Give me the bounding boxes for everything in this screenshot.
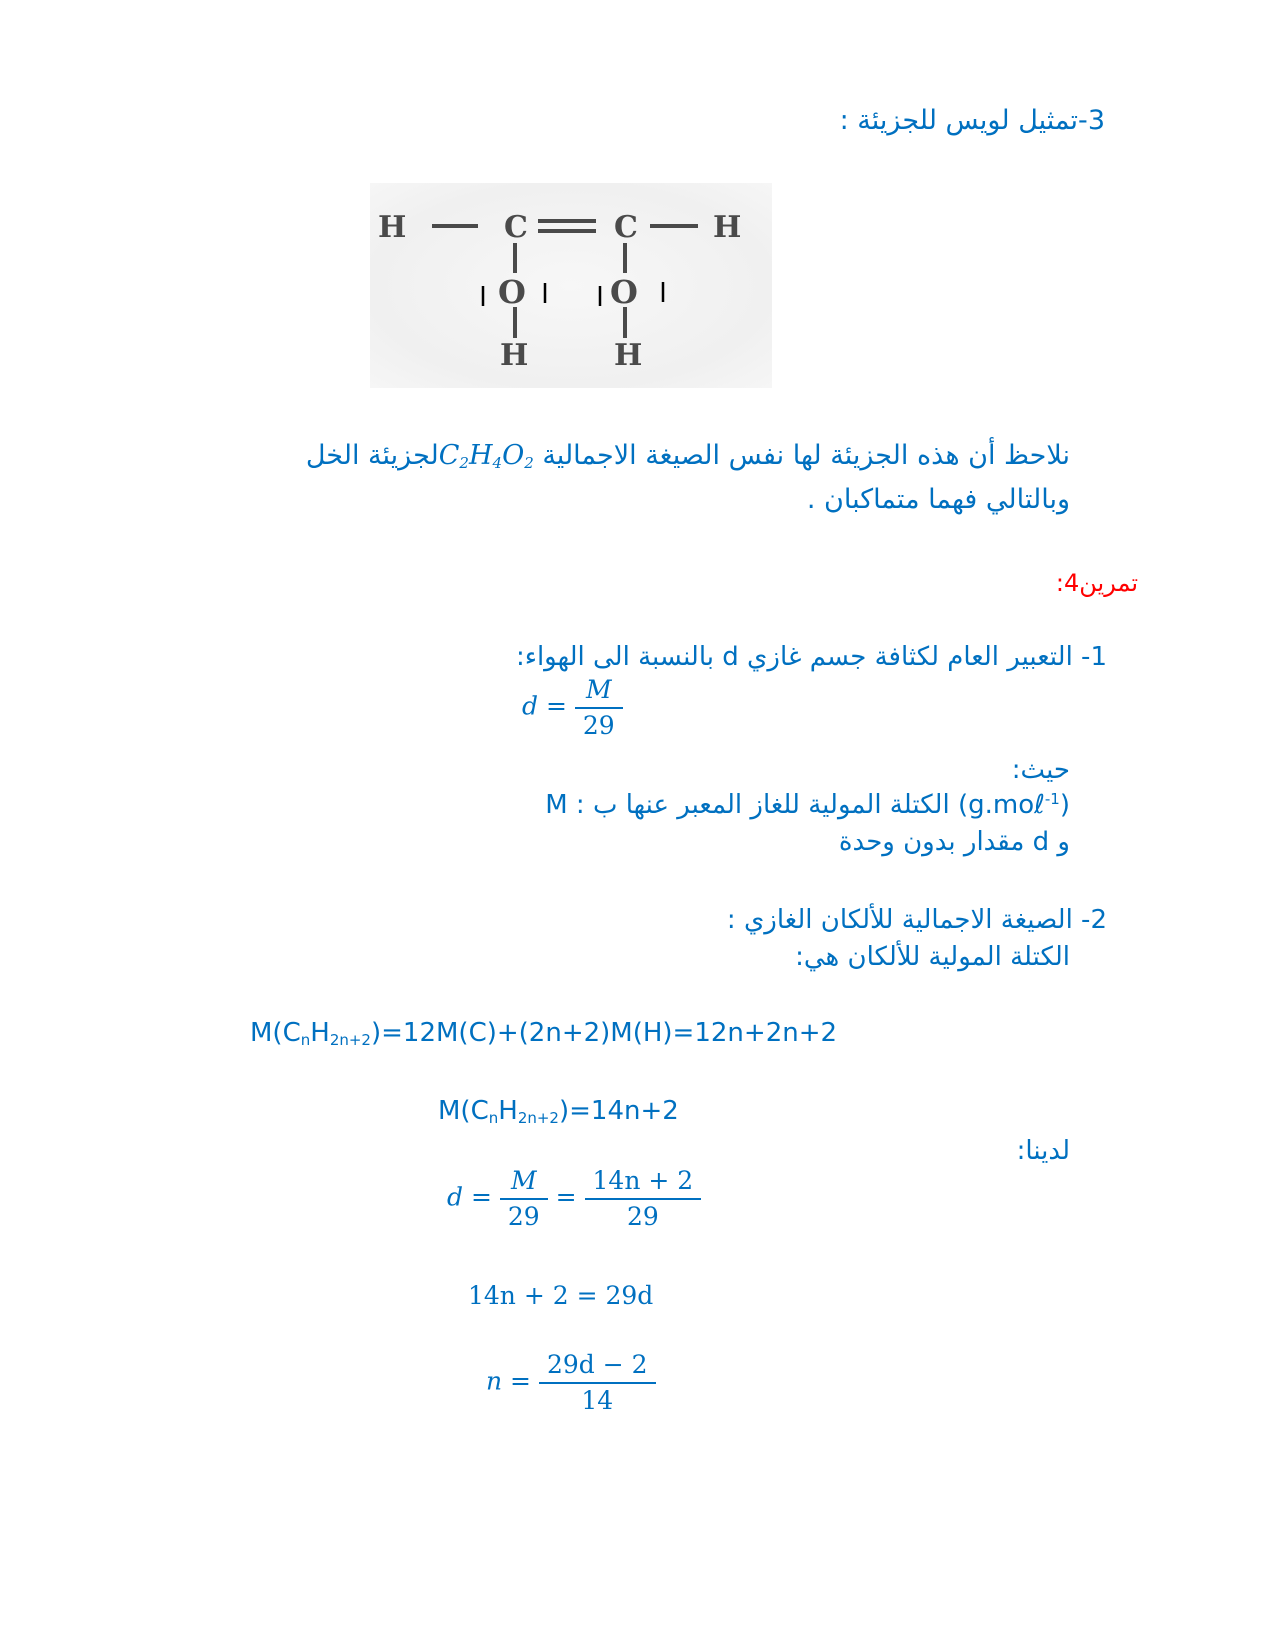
note-text-end: لجزيئة الخل: [305, 440, 439, 471]
eq2-sub-n: n: [488, 1109, 499, 1127]
molar-mass-label: الكتلة المولية للألكان هي:: [795, 942, 1070, 972]
equation-molar-mass-simplified: [438, 1096, 679, 1127]
definition-m-text: M : الكتلة المولية للغاز المعبر عنها ب (g.moℓ: [545, 790, 1045, 820]
eq1-sub-n: n: [300, 1031, 311, 1049]
q2-heading: 2- الصيغة الاجمالية للألكان الغازي :: [726, 905, 1107, 935]
atom-c1: C: [504, 210, 528, 245]
formula-c2h4o2: $C_2H_4O_2$: [438, 440, 534, 472]
eq3-equals: =: [555, 1182, 577, 1212]
atom-h1: H: [378, 210, 407, 245]
definition-d: و d مقدار بدون وحدة: [838, 827, 1070, 857]
eq3-lhs: d =: [447, 1182, 492, 1212]
eq3-num1: M: [510, 1166, 537, 1195]
lewis-structure-figure: [370, 183, 772, 388]
eq1-sub-2n2: 2n+2: [329, 1031, 371, 1049]
density-formula: [522, 675, 623, 741]
eq2-mid: H: [498, 1096, 518, 1126]
atom-c2: C: [614, 210, 638, 245]
lewis-structure-diagram: [370, 183, 772, 388]
equation-molar-mass-expanded: [250, 1018, 837, 1049]
eq5-numerator: 29d − 2: [546, 1350, 648, 1379]
eq2-sub-2n2: 2n+2: [517, 1109, 559, 1127]
eq5-denominator: 14: [539, 1382, 656, 1416]
equation-n: [486, 1350, 656, 1416]
eq3-den2: 29: [585, 1198, 702, 1232]
q1-heading: 1- التعبير العام لكثافة جسم غازي d بالنسبة الى الهواء:: [515, 642, 1107, 672]
density-denominator: 29: [575, 707, 623, 741]
definition-m: [545, 790, 1070, 820]
equation-linear: 14n + 2 = 29d: [468, 1281, 654, 1310]
eq1-pre: M(C: [250, 1018, 301, 1048]
atom-h2: H: [713, 210, 742, 245]
density-lhs: d =: [522, 691, 567, 721]
section3-heading: 3-تمثيل لويس للجزيئة :: [839, 105, 1105, 136]
eq5-lhs: n =: [486, 1366, 531, 1396]
eq2-post: )=14n+2: [558, 1096, 679, 1126]
eq1-post: )=12M(C)+(2n+2)M(H)=12n+2n+2: [370, 1018, 838, 1048]
atom-h3: H: [500, 338, 529, 373]
equation-density-alkane: [447, 1166, 701, 1232]
definition-m-close: ): [1059, 790, 1070, 820]
definition-m-sup: -1: [1044, 790, 1060, 808]
atom-o1: O: [498, 273, 526, 311]
note-text: نلاحظ أن هذه الجزيئة لها نفس الصيغة الاجمالية: [533, 440, 1070, 471]
note-line-1: [80, 440, 1070, 472]
atom-o2: O: [610, 273, 638, 311]
density-numerator: M: [585, 675, 612, 704]
eq1-mid: H: [310, 1018, 330, 1048]
atom-h4: H: [614, 338, 643, 373]
where-label: حيث:: [1011, 755, 1070, 785]
eq3-num2: 14n + 2: [592, 1166, 694, 1195]
exercise4-title: تمرين4:: [1055, 569, 1138, 597]
eq3-den1: 29: [500, 1198, 548, 1232]
note-line-2: وبالتالي فهما متماكبان .: [806, 484, 1070, 515]
eq2-pre: M(C: [438, 1096, 489, 1126]
we-have-label: لدينا:: [1016, 1136, 1070, 1166]
